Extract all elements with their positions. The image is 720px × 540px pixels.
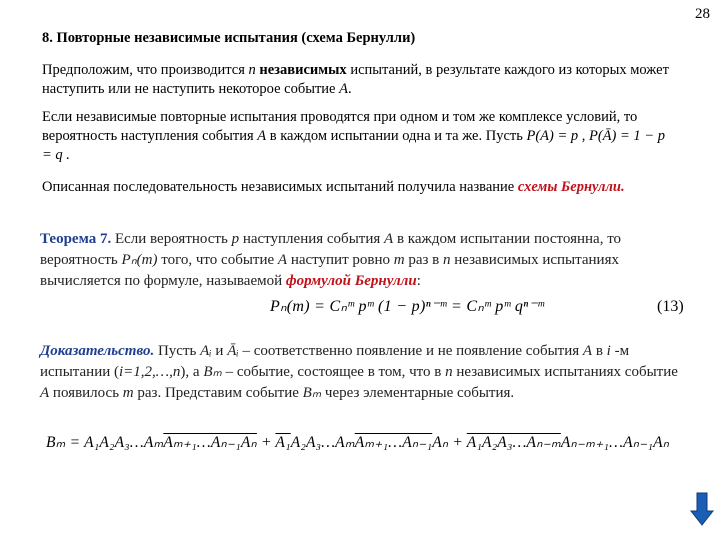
section-title: 8. Повторные независимые испытания (схема Бернулли)	[42, 30, 416, 46]
bernoulli-formula-term: формулой Бернулли	[285, 273, 417, 289]
formula-number: (13)	[657, 298, 684, 315]
bernoulli-formula: Pₙ(m) = Cₙᵐ pᵐ (1 − p)ⁿ⁻ᵐ = Cₙᵐ pᵐ qⁿ⁻ᵐ	[270, 298, 545, 315]
proof-block: Доказательство. Пусть Aᵢ и Āᵢ – соответственно появление и не появление события A в i -м испытании (i=1,2,…,n), а Bₘ – событие, состоящее в том, что в n независимых испытаниях событие A появилось m раз. Представим событие Bₘ через элементарные события.	[40, 343, 678, 401]
theorem-label: Теорема 7.	[40, 231, 112, 247]
probability-formula: P(A) = p , P(Ā) = 1 − p = q .	[42, 128, 665, 163]
bernoulli-scheme-term: схемы Бернулли.	[517, 179, 625, 195]
proof-label: Доказательство.	[40, 343, 155, 359]
paragraph-1: Предположим, что производится n независимых испытаний, в результате каждого из которых может наступить или не наступить некоторое событие A.	[42, 62, 669, 97]
page-number: 28	[695, 6, 710, 22]
bm-expansion: Bₘ = A₁A₂A₃…AₘAₘ₊₁…Aₙ₋₁Aₙ + A₁A₂A₃…AₘAₘ₊₁…Aₙ₋₁Aₙ + A₁A₂A₃…Aₙ₋ₘAₙ₋ₘ₊₁…Aₙ₋₁Aₙ	[46, 434, 670, 451]
paragraph-2: Если независимые повторные испытания проводятся при одном и том же комплексе условий, то вероятность наступления события A в каждом испытании одна и та же. Пусть P(A) = p , P(Ā) = 1 − p = q .	[42, 109, 665, 163]
down-arrow-icon[interactable]	[690, 492, 714, 526]
paragraph-3: Описанная последовательность независимых испытаний получила название схемы Бернулли.	[42, 179, 625, 195]
theorem-block: Теорема 7. Если вероятность p наступления события A в каждом испытании постоянна, то вероятность Pₙ(m) того, что событие A наступит ровно m раз в n независимых испытаниях вычисляется по формуле, называемой формулой Бернулли:	[40, 231, 622, 289]
